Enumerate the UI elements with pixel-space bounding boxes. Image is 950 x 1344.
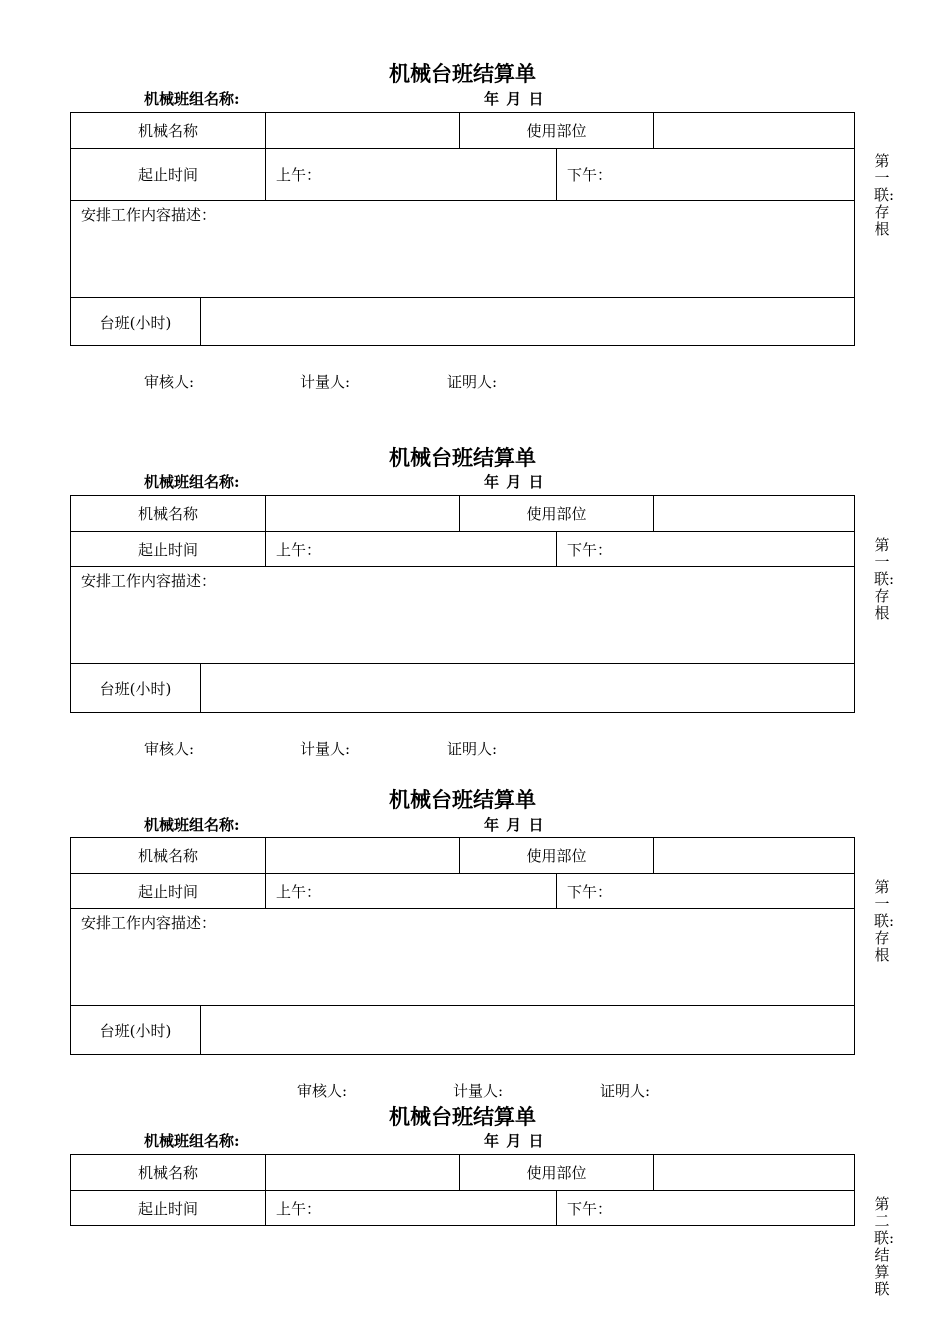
- witness-label: 证明人:: [447, 373, 498, 391]
- afternoon-field[interactable]: 下午：: [567, 882, 613, 901]
- reviewer-label: 审核人:: [297, 1082, 348, 1100]
- copy-label-2: 第一联:存根: [874, 536, 895, 622]
- copy-label-3: 第一联:存根: [874, 878, 895, 964]
- machine-name-field[interactable]: [266, 113, 459, 148]
- machine-name-label: 机械名称: [137, 505, 198, 523]
- description-label: 安排工作内容描述：: [81, 572, 217, 590]
- machine-name-field[interactable]: [266, 1155, 459, 1190]
- group-name-label: 机械班组名称:: [144, 473, 240, 491]
- form-title: 机械台班结算单: [389, 61, 536, 86]
- usage-field[interactable]: [654, 838, 854, 873]
- group-name-label: 机械班组名称:: [144, 816, 240, 834]
- group-name-label: 机械班组名称:: [144, 90, 240, 108]
- date-label: 年 月 日: [484, 473, 545, 491]
- time-label: 起止时间: [137, 540, 198, 559]
- witness-label: 证明人:: [600, 1082, 651, 1100]
- date-label: 年 月 日: [484, 816, 545, 834]
- form-title: 机械台班结算单: [389, 787, 536, 812]
- form-title: 机械台班结算单: [389, 445, 536, 470]
- form-table: [70, 112, 855, 346]
- reviewer-label: 审核人:: [144, 740, 195, 758]
- usage-label: 使用部位: [526, 122, 587, 140]
- form-table: [70, 837, 855, 1055]
- morning-field[interactable]: 上午：: [276, 540, 322, 559]
- copy-label-1: 第一联:存根: [874, 152, 895, 238]
- shift-label: 台班(小时): [99, 679, 172, 698]
- shift-label: 台班(小时): [99, 1021, 172, 1040]
- description-label: 安排工作内容描述：: [81, 206, 217, 224]
- time-label: 起止时间: [137, 882, 198, 901]
- shift-field[interactable]: [201, 1006, 854, 1054]
- measurer-label: 计量人:: [300, 373, 351, 391]
- machine-name-field[interactable]: [266, 838, 459, 873]
- form-table: [70, 495, 855, 713]
- machine-name-label: 机械名称: [137, 1164, 198, 1182]
- afternoon-field[interactable]: 下午：: [567, 166, 613, 184]
- time-label: 起止时间: [137, 1199, 198, 1218]
- group-name-label: 机械班组名称:: [144, 1132, 240, 1150]
- usage-field[interactable]: [654, 113, 854, 148]
- shift-label: 台班(小时): [99, 313, 172, 332]
- usage-field[interactable]: [654, 496, 854, 531]
- form-table: [70, 1154, 855, 1226]
- shift-field[interactable]: [201, 664, 854, 712]
- machine-name-label: 机械名称: [137, 122, 198, 140]
- measurer-label: 计量人:: [300, 740, 351, 758]
- afternoon-field[interactable]: 下午：: [567, 1199, 613, 1218]
- usage-label: 使用部位: [526, 847, 587, 865]
- machine-name-label: 机械名称: [137, 847, 198, 865]
- usage-label: 使用部位: [526, 1164, 587, 1182]
- usage-field[interactable]: [654, 1155, 854, 1190]
- reviewer-label: 审核人:: [144, 373, 195, 391]
- description-field[interactable]: [71, 589, 854, 663]
- date-label: 年 月 日: [484, 1132, 545, 1150]
- description-field[interactable]: [71, 223, 854, 297]
- morning-field[interactable]: 上午：: [276, 882, 322, 901]
- afternoon-field[interactable]: 下午：: [567, 540, 613, 559]
- morning-field[interactable]: 上午：: [276, 166, 322, 184]
- description-label: 安排工作内容描述：: [81, 914, 217, 932]
- usage-label: 使用部位: [526, 505, 587, 523]
- machine-name-field[interactable]: [266, 496, 459, 531]
- morning-field[interactable]: 上午：: [276, 1199, 322, 1218]
- form-title: 机械台班结算单: [389, 1104, 536, 1129]
- witness-label: 证明人:: [447, 740, 498, 758]
- shift-field[interactable]: [201, 298, 854, 346]
- description-field[interactable]: [71, 931, 854, 1005]
- copy-label-4: 第二联:结算联: [874, 1195, 895, 1298]
- time-label: 起止时间: [137, 166, 198, 184]
- date-label: 年 月 日: [484, 90, 545, 108]
- measurer-label: 计量人:: [453, 1082, 504, 1100]
